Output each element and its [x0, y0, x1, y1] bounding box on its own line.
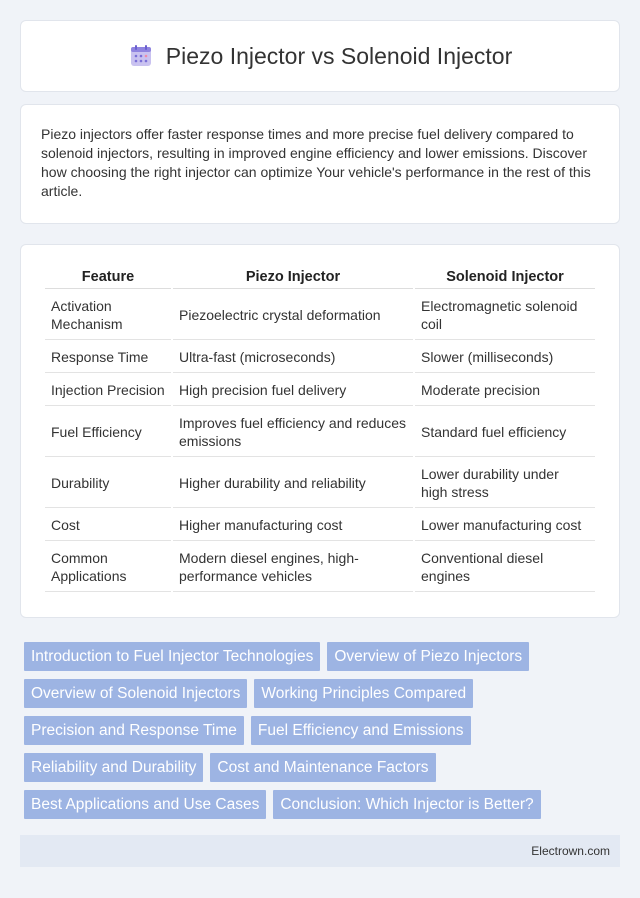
table-cell: Higher durability and reliability	[173, 459, 413, 508]
table-cell: Response Time	[45, 342, 171, 373]
table-cell: Improves fuel efficiency and reduces emissions	[173, 408, 413, 457]
table-row	[45, 408, 595, 457]
topic-link-piezo-overview[interactable]: Overview of Piezo Injectors	[327, 642, 529, 671]
topic-link-introduction[interactable]: Introduction to Fuel Injector Technologies	[24, 642, 320, 671]
intro-card	[20, 104, 620, 224]
title-wrap	[128, 43, 512, 70]
table-cell: Modern diesel engines, high-performance vehicles	[173, 543, 413, 592]
table-row	[45, 510, 595, 541]
footer	[20, 835, 620, 867]
topic-link-working-principles[interactable]: Working Principles Compared	[254, 679, 473, 708]
page-title: Piezo Injector vs Solenoid Injector	[165, 42, 513, 69]
table-row	[45, 543, 595, 592]
calendar-grid-icon	[128, 43, 154, 69]
table-cell: Ultra-fast (microseconds)	[173, 342, 413, 373]
table-cell: Electromagnetic solenoid coil	[415, 291, 595, 340]
comparison-table	[43, 265, 597, 594]
table-cell: Durability	[45, 459, 171, 508]
table-cell: Lower manufacturing cost	[415, 510, 595, 541]
topic-link-reliability[interactable]: Reliability and Durability	[24, 753, 203, 782]
topic-link-precision-response[interactable]: Precision and Response Time	[24, 716, 244, 745]
footer-brand[interactable]: Electrown.com	[531, 844, 610, 858]
header-solenoid: Solenoid Injector	[415, 267, 595, 289]
header-piezo: Piezo Injector	[173, 267, 413, 289]
table-row	[45, 459, 595, 508]
table-cell: Activation Mechanism	[45, 291, 171, 340]
topic-link-applications[interactable]: Best Applications and Use Cases	[24, 790, 266, 819]
table-cell: High precision fuel delivery	[173, 375, 413, 406]
header-feature: Feature	[45, 267, 171, 289]
table-cell: Common Applications	[45, 543, 171, 592]
topic-link-fuel-efficiency[interactable]: Fuel Efficiency and Emissions	[251, 716, 471, 745]
table-cell: Piezoelectric crystal deformation	[173, 291, 413, 340]
table-cell: Higher manufacturing cost	[173, 510, 413, 541]
topic-link-cost-maintenance[interactable]: Cost and Maintenance Factors	[210, 753, 435, 782]
comparison-table-card	[20, 244, 620, 618]
topic-link-solenoid-overview[interactable]: Overview of Solenoid Injectors	[24, 679, 247, 708]
table-row	[45, 375, 595, 406]
table-cell: Fuel Efficiency	[45, 408, 171, 457]
table-cell: Lower durability under high stress	[415, 459, 595, 508]
table-cell: Standard fuel efficiency	[415, 408, 595, 457]
table-cell: Moderate precision	[415, 375, 595, 406]
title-card	[20, 20, 620, 92]
topic-links	[24, 642, 624, 819]
table-cell: Slower (milliseconds)	[415, 342, 595, 373]
table-row	[45, 291, 595, 340]
table-header-row	[45, 267, 595, 289]
intro-paragraph: Piezo injectors offer faster response times and more precise fuel delivery compared to solenoid injectors, resulting in improved engine efficiency and lower emissions. Discover how choosing the right injector can optimize Your vehicle's performance in the rest of this article.	[41, 126, 591, 199]
table-cell: Injection Precision	[45, 375, 171, 406]
table-cell: Cost	[45, 510, 171, 541]
table-cell: Conventional diesel engines	[415, 543, 595, 592]
topic-link-conclusion[interactable]: Conclusion: Which Injector is Better?	[273, 790, 540, 819]
table-row	[45, 342, 595, 373]
